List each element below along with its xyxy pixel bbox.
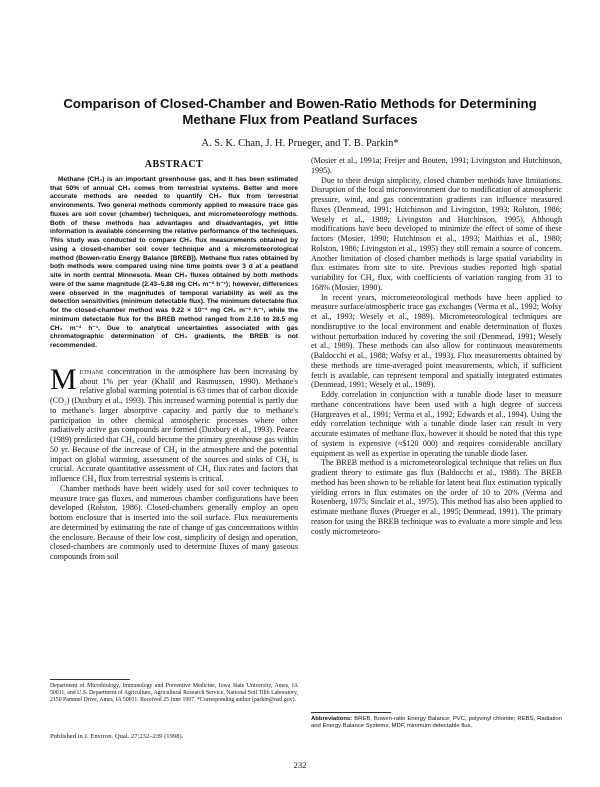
- eddy-correlation-paragraph: Eddy correlation in conjunction with a tunable diode laser to measure methane concentrations have been used with a high degree of success (Hargreaves et al., 1991; Verma et al., 1992; Edwards et al., 1994). Using the eddy correlation technique with a tunable diode laser can result in very accurate estimates of methane flux, however it should be noted that this type of system is expensive (≈$120 000) and requires considerable ancillary equipment as well as expertise in operating the tunable diode laser.: [311, 390, 562, 458]
- intro-paragraph: [50, 362, 298, 484]
- intro-smallcaps: ethane: [79, 366, 104, 376]
- abbreviations-note: [311, 716, 562, 731]
- abbreviations-label: Abbreviations:: [311, 716, 353, 722]
- continued-paragraph: (Mosier et al., 1991a; Freijer and Bouten, 1991; Livingston and Hutchinson, 1995).: [311, 156, 562, 175]
- article-title: Comparison of Closed-Chamber and Bowen-Ratio Methods for Determining Methane Flux from Peatland Surfaces: [63, 96, 537, 127]
- breb-paragraph: The BREB method is a micrometeorological technique that relies on flux gradient theory to estimate gas flux (Baldocchi et al., 1988). The BREB method has been shown to be reliable for latent heat flux estimation typically yielding errors in flux estimates on the order of 10 to 20% (Verma and Rosenberg, 1975; Sinclair et al., 1975). This method has also been applied to estimate methane fluxes (Prueger et al., 1995; Denmead, 1991). The primary reason for using the BREB technique was to evaluate a more simple and less costly micrometeoro-: [311, 458, 562, 536]
- intro-text: concentration in the atmosphere has been increasing by about 1% per year (Khalil and Rasmussen, 1990). Methane's relative global warming potential is 63 times that of carbon dioxide (CO₂) (Duxbury et al., 1993). This increased warming potential is partly due to methane's larger absorptive capacity and partly due to methane's participation in other chemical atmospheric processes where other radiatively active gas compounds are formed (Duxbury et al., 1993). Pearce (1989) predicted that CH₄ could become the primary greenhouse gas within 50 yr. Because of the increase of CH₄ in the atmosphere and the potential impact on global warming, assessment of the sources and sinks of CH₄ is crucial. Accurate quantitative assessment of CH₄ flux rates and factors that influence CH₄ flux from terrestrial systems is critical.: [50, 366, 298, 483]
- micromet-paragraph: In recent years, micrometeorological methods have been applied to measure surface/atmospheric trace gas exchanges (Verma et al., 1992; Wofsy et al., 1993; Wesely et al., 1989). Micrometeorological techniques are nondisruptive to the local environment and enable determination of fluxes without perturbation induced by covering the soil (Denmead, 1991; Wesely et al., 1989). These methods can also allow for continuous measurements (Baldocchi et al., 1988; Wofsy et al., 1993). Flux measurements obtained by these methods are time-averaged point measurements, which, if sufficient fetch is available, can represent temporal and spatially integrated estimates (Denmead, 1991; Wesely et al., 1989).: [311, 292, 562, 390]
- chamber-paragraph: Chamber methods have been widely used for soil cover techniques to measure trace gas fluxes, and numerous chamber configurations have been developed (Rolston, 1986). Closed-chambers generally employ an open bottom enclosure that is inserted into the soil surface. Flux measurements are determined by estimating the rate of change of gas concentrations within the enclosure. Because of their low cost, simplicity of design and operation, closed-chambers are commonly used to determine fluxes of many gaseous compounds from soil: [50, 483, 298, 561]
- abstract-body: Methane (CH₄) is an important greenhouse gas, and it has been estimated that 50% of annual CH₄ comes from terrestrial systems. Better and more accurate methods are needed to quantify CH₄ flux from terrestrial environments. Two general methods commonly applied to measure trace gas fluxes are soil cover (chamber) techniques, and micrometeorology methods. Both of these methods has advantages and disadvantages, yet little information is available concerning the relative performance of the techniques. This study was conducted to compare CH₄ flux measurements obtained by using a closed-chamber soil cover technique and a micrometeorological method (Bowen-ratio Energy Balance [BREB]). Methane flux rates obtained by both methods were compared using nine time points over 3 d at a peatland site in north central Minnesota. Mean CH₄ fluxes obtained by both methods were of the same magnitude (2.43–5.88 mg CH₄ m⁻² h⁻¹); however, differences were observed in the magnitudes of temporal variability as well as the detection sensitivities (minimum detectable flux). The minimum detectable flux for the closed-chamber method was 9.22 × 10⁻³ mg CH₄ m⁻² h⁻¹, while the minimum detectable flux for the BREB method ranged from 2.16 to 28.5 mg CH₄ m⁻² h⁻¹. Due to analytical uncertainties associated with gas chromatographic determination of CH₄ gradients, the BREB is not recommended.: [50, 175, 298, 349]
- drop-cap: M: [50, 362, 77, 396]
- footnote-divider: [50, 679, 130, 680]
- abbreviations-text: BREB, Bowen-ratio Energy Balance; PVC, polyvinyl chloride; REBS, Radiation and Energy Balance Systems; MDF, minimum detectable flux.: [311, 716, 562, 730]
- limitations-paragraph: Due to their design simplicity, closed chamber methods have limitations. Disruption of the local microenvironment due to modification of atmospheric pressure, wind, and gas concentration gradients can influence measured fluxes (Denmead, 1991; Hutchinson and Livingston, 1993; Rolston, 1986; Wesely et al., 1989; Livingston and Hutchinson, 1995). Although modifications have been developed to minimize the effect of some of these factors (Mosier, 1990; Hutchinson et al., 1993; Matthias et al., 1980; Rolston, 1986; Livingston et al., 1995) they still remain a source of concern. Another limitation of closed chamber methods is large spatial variability in flux estimates from site to site. Previous studies reported high spatial variability for CH₄ flux, with coefficients of variation ranging from 31 to 168% (Mosier, 1990).: [311, 175, 562, 292]
- author-list: A. S. K. Chan, J. H. Prueger, and T. B. Parkin*: [201, 138, 399, 149]
- publication-info: Published in J. Environ. Qual. 27:232–239 (1998).: [50, 733, 184, 740]
- right-column: [311, 156, 562, 536]
- page-number: 232: [293, 760, 307, 770]
- left-column: [50, 156, 298, 562]
- affiliation-footnote: Department of Microbiology, Immunology and Preventive Medicine, Iowa State University, Ames, IA 50011, and U.S. Department of Agriculture, Agricultural Research Service, National Soil Tilth Laboratory, 2150 Pammel Drive, Ames, IA 50011. Received 25 June 1997. *Corresponding author (parkin@nstl.gov).: [50, 683, 298, 703]
- abbreviations-divider: [311, 712, 391, 713]
- abstract-heading: ABSTRACT: [144, 159, 204, 170]
